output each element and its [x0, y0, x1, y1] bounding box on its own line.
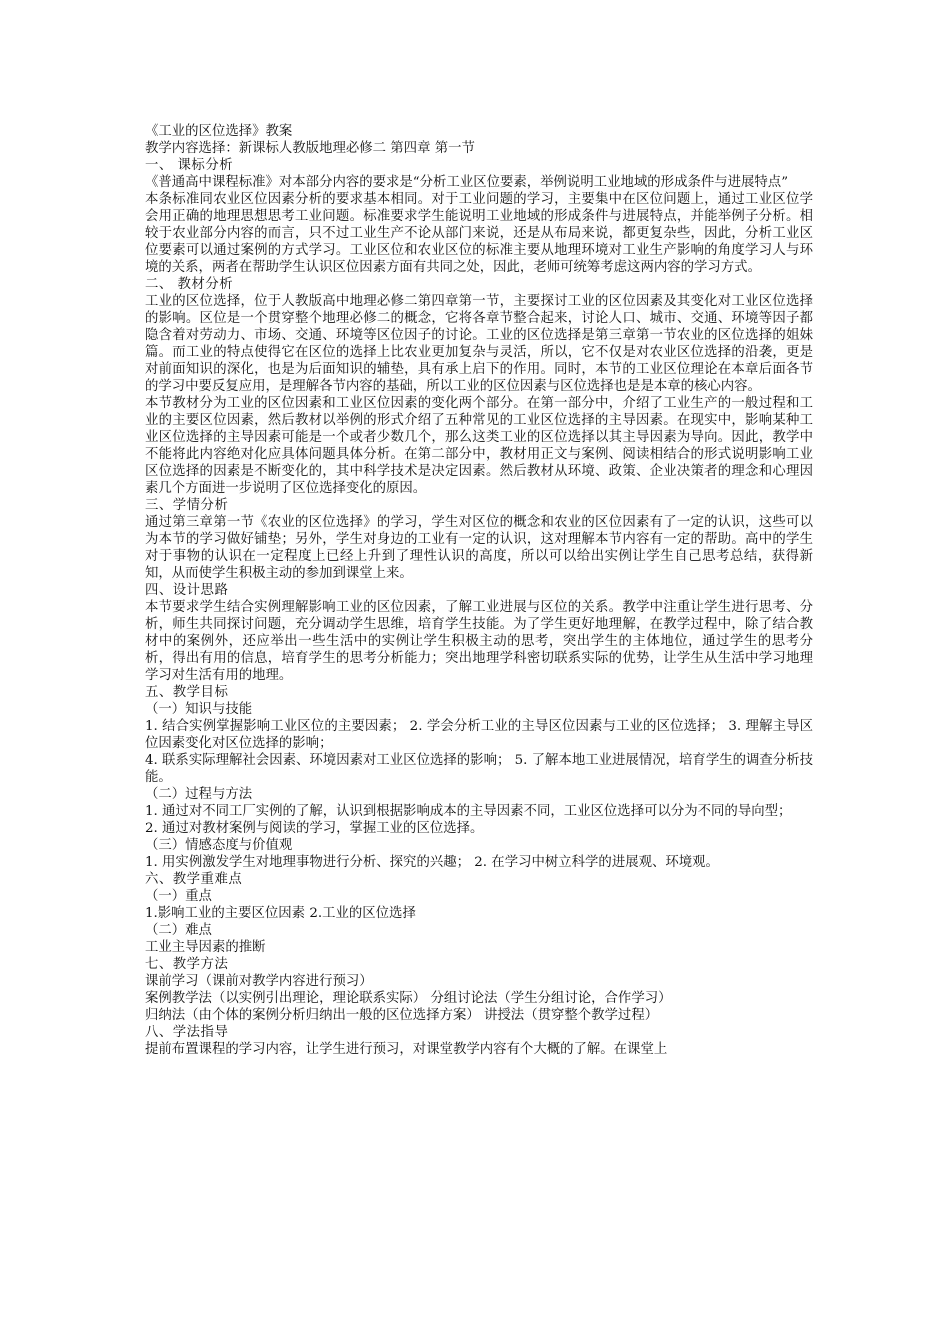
subheading: （二）过程与方法 — [145, 787, 253, 802]
paragraph: 工业的区位选择，位于人教版高中地理必修二第四章第一节，主要探讨工业的区位因素及其变化对工业区位选择的影响。区位是一个贯穿整个地理必修二的概念，它将各章节整合起来，讨论人口、城市、交通、环境等因子都隐含着对劳动力、市场、交通、环境等区位因子的讨论。工业的区位选择是第三章第一节农业的区位选择的姐妹篇。而工业的特点使得它在区位的选择上比农业更加复杂与灵活，所以，它不仅是对农业区位选择的沿袭，更是对前面知识的深化，也是为后面知识的辅垫，具有承上启下的作用。同时，本节的工业区位理论在本章后面各节的学习中要反复应用，是理解各节内容的基础，所以工业的区位因素与区位选择也是是本章的核心内容。 — [145, 294, 813, 394]
section-heading-goals: 五、教学目标 — [145, 685, 229, 700]
subheading: （三）情感态度与价值观 — [145, 838, 293, 853]
subheading: （二）难点 — [145, 923, 212, 938]
document-subject: 教学内容选择：新课标人教版地理必修二 第四章 第一节 — [145, 141, 475, 156]
list-item: 1.影响工业的主要区位因素 2.工业的区位选择 — [145, 906, 416, 921]
section-heading-students: 三、学情分析 — [145, 498, 229, 513]
section-heading-curriculum: 一、 课标分析 — [145, 158, 234, 173]
section-heading-textbook: 二、 教材分析 — [145, 277, 234, 292]
document-title: 《工业的区位选择》教案 — [145, 124, 293, 139]
paragraph: 本节要求学生结合实例理解影响工业的区位因素，了解工业进展与区位的关系。教学中注重让学生进行思考、分析，师生共同探讨问题，充分调动学生思维，培育学生技能。为了学生更好地理解，在教学过程中，除了结合教材中的案例外，还应举出一些生活中的实例让学生积极主动的思考，突出学生的主体地位，通过学生的思考分析，得出有用的信息，培育学生的思考分析能力；突出地理学科密切联系实际的优势，让学生从生活中学习地理学习对生活有用的地理。 — [145, 600, 813, 683]
list-item: 工业主导因素的推断 — [145, 940, 266, 955]
list-item: 2. 通过对教材案例与阅读的学习，掌握工业的区位选择。 — [145, 821, 484, 836]
section-heading-methods: 七、教学方法 — [145, 957, 229, 972]
subheading: （一）重点 — [145, 889, 212, 904]
paragraph: 提前布置课程的学习内容，让学生进行预习，对课堂教学内容有个大概的了解。在课堂上 — [145, 1042, 668, 1057]
section-heading-design: 四、设计思路 — [145, 583, 229, 598]
list-item: 1. 结合实例掌握影响工业区位的主要因素； 2. 学会分析工业的主导区位因素与工业的区位选择； 3. 理解主导区位因素变化对区位选择的影响； — [145, 719, 813, 751]
document-page — [145, 123, 813, 1058]
subheading: （一）知识与技能 — [145, 702, 253, 717]
section-heading-study-guide: 八、学法指导 — [145, 1025, 229, 1040]
section-heading-key-points: 六、教学重难点 — [145, 872, 243, 887]
paragraph: 通过第三章第一节《农业的区位选择》的学习，学生对区位的概念和农业的区位因素有了一定的认识，这些可以为本节的学习做好铺垫；另外，学生对身边的工业有一定的认识，这对理解本节内容有一定的帮助。高中的学生对于事物的认识在一定程度上已经上升到了理性认识的高度，所以可以给出实例让学生自己思考总结，获得新知，从而使学生积极主动的参加到课堂上来。 — [145, 515, 813, 581]
list-item: 1. 通过对不同工厂实例的了解，认识到根据影响成本的主导因素不同，工业区位选择可以分为不同的导向型； — [145, 804, 792, 819]
list-item: 归纳法（由个体的案例分析归纳出一般的区位选择方案） 讲授法（贯穿整个教学过程） — [145, 1008, 659, 1023]
list-item: 4. 联系实际理解社会因素、环境因素对工业区位选择的影响； 5. 了解本地工业进展情况，培育学生的调查分析技能。 — [145, 753, 813, 785]
list-item: 课前学习（课前对教学内容进行预习） — [145, 974, 373, 989]
list-item: 案例教学法（以实例引出理论，理论联系实际） 分组讨论法（学生分组讨论，合作学习） — [145, 991, 672, 1006]
paragraph: 本条标准同农业区位因素分析的要求基本相同。对于工业问题的学习，主要集中在区位问题上，通过工业区位学会用正确的地理思想思考工业问题。标准要求学生能说明工业地域的形成条件与进展特点，并能举例子分析。相较于农业部分内容的而言，只不过工业生产不论从部门来说，还是从布局来说，都更复杂些，因此，分析工业区位要素可以通过案例的方式学习。工业区位和农业区位的标准主要从地理环境对工业生产影响的角度学习人与环境的关系，两者在帮助学生认识区位因素方面有共同之处，因此，老师可统筹考虑这两内容的学习方式。 — [145, 192, 813, 275]
paragraph: 《普通高中课程标准》对本部分内容的要求是“分析工业区位要素，举例说明工业地域的形成条件与进展特点” — [145, 175, 789, 190]
paragraph: 本节教材分为工业的区位因素和工业区位因素的变化两个部分。在第一部分中，介绍了工业生产的一般过程和工业的主要区位因素，然后教材以举例的形式介绍了五种常见的工业区位选择的主导因素。在现实中，影响某种工业区位选择的主导因素可能是一个或者少数几个，那么这类工业的区位选择以其主导因素为导向。因此，教学中不能将此内容绝对化应具体问题具体分析。在第二部分中，教材用正文与案例、阅读相结合的形式说明影响工业区位选择的因素是不断变化的，其中科学技术是决定因素。然后教材从环境、政策、企业决策者的理念和心理因素几个方面进一步说明了区位选择变化的原因。 — [145, 396, 813, 496]
list-item: 1. 用实例激发学生对地理事物进行分析、探究的兴趣； 2. 在学习中树立科学的进展观、环境观。 — [145, 855, 719, 870]
